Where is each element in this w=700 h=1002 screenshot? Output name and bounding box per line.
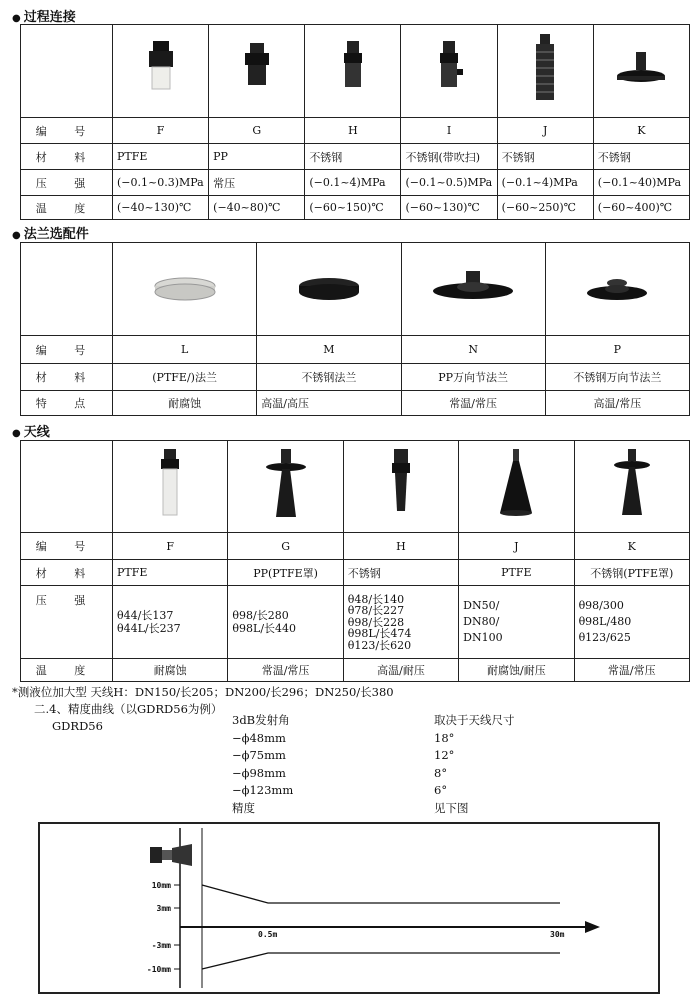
size-item: θ44/长137 bbox=[117, 609, 174, 622]
label-material: 材 料 bbox=[21, 144, 113, 170]
process-material: 不锈钢 bbox=[497, 144, 593, 170]
process-temp: (−40~130)℃ bbox=[113, 196, 209, 220]
beam-label: −ϕ98mm bbox=[232, 765, 286, 780]
process-temp: (−60~150)℃ bbox=[305, 196, 401, 220]
process-code: F bbox=[113, 118, 209, 144]
flange-code: M bbox=[257, 336, 401, 364]
flange-material: 不锈钢法兰 bbox=[257, 364, 401, 391]
process-image-i bbox=[401, 25, 497, 118]
process-image-j bbox=[497, 25, 593, 118]
accuracy-curve-svg bbox=[40, 824, 658, 992]
process-pressure: 常压 bbox=[209, 170, 305, 196]
beam-angle-labels bbox=[232, 712, 293, 817]
size-item: DN80/ bbox=[463, 615, 500, 628]
process-code: H bbox=[305, 118, 401, 144]
y-tick-label: -10mm bbox=[146, 965, 171, 974]
process-pressure: (−0.1~4)MPa bbox=[497, 170, 593, 196]
size-item: θ123/625 bbox=[578, 631, 631, 644]
antenna-image-g bbox=[228, 441, 343, 533]
size-item: θ98/300 bbox=[578, 599, 624, 612]
flange-code: L bbox=[113, 336, 257, 364]
antenna-code: K bbox=[574, 533, 689, 560]
flange-material: 不锈钢万向节法兰 bbox=[545, 364, 689, 391]
x-label-05m: 0.5m bbox=[258, 930, 278, 939]
antenna-image-j bbox=[459, 441, 574, 533]
process-pressure: (−0.1~4)MPa bbox=[305, 170, 401, 196]
model-name: GDRD56 bbox=[52, 719, 103, 733]
label-material: 材 料 bbox=[21, 560, 113, 586]
process-image-k bbox=[593, 25, 689, 118]
flange-feature: 常温/常压 bbox=[401, 391, 545, 416]
antenna-image-h bbox=[343, 441, 458, 533]
flange-material: PP万向节法兰 bbox=[401, 364, 545, 391]
process-code: G bbox=[209, 118, 305, 144]
process-temp: (−40~80)℃ bbox=[209, 196, 305, 220]
section-title-flange: ● 法兰选配件 bbox=[12, 227, 89, 242]
y-tick-label: 3mm bbox=[156, 904, 171, 913]
antenna-temp: 常温/常压 bbox=[574, 659, 689, 682]
size-item: DN100 bbox=[463, 631, 503, 644]
flange-code: N bbox=[401, 336, 545, 364]
process-connection-table bbox=[20, 24, 690, 220]
flange-feature: 高温/高压 bbox=[257, 391, 401, 416]
antenna-temp: 高温/耐压 bbox=[343, 659, 458, 682]
flange-table bbox=[20, 242, 690, 416]
process-temp: (−60~400)℃ bbox=[593, 196, 689, 220]
process-material: PTFE bbox=[113, 144, 209, 170]
size-item: θ98/长228 bbox=[347, 615, 405, 629]
section-title-antenna: ● 天线 bbox=[12, 425, 50, 440]
size-item: θ44L/长237 bbox=[117, 622, 181, 635]
antenna-code: G bbox=[228, 533, 343, 560]
flange-feature: 高温/常压 bbox=[545, 391, 689, 416]
antenna-temp: 耐腐蚀 bbox=[113, 659, 228, 682]
antenna-sizes bbox=[574, 586, 689, 659]
antenna-code: J bbox=[459, 533, 574, 560]
antenna-sizes bbox=[228, 586, 343, 659]
beam-label: −ϕ75mm bbox=[232, 748, 286, 762]
process-code: J bbox=[497, 118, 593, 144]
size-item: θ98L/480 bbox=[578, 615, 632, 628]
size-item: DN50/ bbox=[463, 599, 500, 612]
flange-image-p bbox=[545, 243, 689, 336]
process-material: 不锈钢 bbox=[305, 144, 401, 170]
antenna-temp: 耐腐蚀/耐压 bbox=[459, 659, 574, 682]
antenna-sizes bbox=[343, 586, 458, 659]
antenna-material: PTFE bbox=[459, 560, 574, 586]
beam-value: 见下图 bbox=[434, 800, 469, 815]
section-heading-accuracy: 二.4、精度曲线（以GDRD56为例） bbox=[34, 702, 223, 716]
label-feature: 特 点 bbox=[21, 391, 113, 416]
antenna-image-f bbox=[113, 441, 228, 533]
process-pressure: (−0.1~0.5)MPa bbox=[401, 170, 497, 196]
antenna-code: H bbox=[343, 533, 458, 560]
antenna-material: PTFE bbox=[113, 560, 228, 586]
x-axis-arrow bbox=[585, 921, 600, 933]
antenna-image-k bbox=[574, 441, 689, 533]
antenna-sizes bbox=[459, 586, 574, 659]
beam-label: −ϕ48mm bbox=[232, 730, 286, 745]
antenna-material: 不锈钢 bbox=[343, 560, 458, 586]
beam-value: 8° bbox=[434, 765, 448, 780]
process-code: K bbox=[593, 118, 689, 144]
beam-value: 18° bbox=[434, 730, 455, 745]
beam-label: −ϕ123mm bbox=[232, 783, 294, 797]
blank-cell bbox=[21, 243, 113, 336]
y-tick-label: 10mm bbox=[151, 881, 171, 890]
x-label-30m: 30m bbox=[550, 930, 565, 939]
size-item: θ78/长227 bbox=[347, 604, 405, 618]
process-temp: (−60~130)℃ bbox=[401, 196, 497, 220]
process-pressure: (−0.1~0.3)MPa bbox=[113, 170, 209, 196]
label-code: 编 号 bbox=[21, 118, 113, 144]
process-image-g bbox=[209, 25, 305, 118]
flange-image-m bbox=[257, 243, 401, 336]
section-title-process: ● 过程连接 bbox=[12, 10, 76, 25]
label-code: 编 号 bbox=[21, 533, 113, 560]
process-material: 不锈钢 bbox=[593, 144, 689, 170]
antenna-sizes bbox=[113, 586, 228, 659]
blank-cell bbox=[21, 441, 113, 533]
flange-feature: 耐腐蚀 bbox=[113, 391, 257, 416]
beam-value: 取决于天线尺寸 bbox=[434, 713, 515, 727]
antenna-temp: 常温/常压 bbox=[228, 659, 343, 682]
flange-image-n bbox=[401, 243, 545, 336]
antenna-material: 不锈钢(PTFE罩) bbox=[574, 560, 689, 586]
process-code: I bbox=[401, 118, 497, 144]
size-item: θ98L/长474 bbox=[347, 627, 412, 641]
size-item: θ48/长140 bbox=[347, 592, 405, 606]
label-temperature: 温 度 bbox=[21, 659, 113, 682]
process-image-h bbox=[305, 25, 401, 118]
accuracy-curve-chart bbox=[38, 822, 660, 994]
y-tick-label: -3mm bbox=[151, 941, 171, 950]
beam-label: 精度 bbox=[232, 800, 255, 815]
size-item: θ123/长620 bbox=[347, 638, 412, 652]
process-image-f bbox=[113, 25, 209, 118]
antenna-material: PP(PTFE罩) bbox=[228, 560, 343, 586]
label-temperature: 温 度 bbox=[21, 196, 113, 220]
flange-code: P bbox=[545, 336, 689, 364]
blank-cell bbox=[21, 25, 113, 118]
antenna-table bbox=[20, 440, 690, 682]
label-material: 材 料 bbox=[21, 364, 113, 391]
size-item: θ98L/长440 bbox=[232, 622, 297, 635]
beam-value: 6° bbox=[434, 783, 448, 797]
antenna-note: *测液位加大型 天线H：DN150/长205；DN200/长296；DN250/长380 bbox=[12, 685, 394, 699]
flange-image-l bbox=[113, 243, 257, 336]
size-item: θ98/长280 bbox=[232, 609, 289, 622]
label-pressure: 压 强 bbox=[21, 586, 113, 659]
beam-angle-values bbox=[434, 712, 515, 817]
lower-accuracy-line bbox=[202, 953, 560, 969]
upper-accuracy-line bbox=[202, 885, 560, 903]
process-material: PP bbox=[209, 144, 305, 170]
flange-material: (PTFE/)法兰 bbox=[113, 364, 257, 391]
process-temp: (−60~250)℃ bbox=[497, 196, 593, 220]
label-pressure: 压 强 bbox=[21, 170, 113, 196]
beam-label: 3dB发射角 bbox=[232, 713, 290, 727]
sensor-icon bbox=[150, 844, 192, 866]
label-code: 编 号 bbox=[21, 336, 113, 364]
antenna-code: F bbox=[113, 533, 228, 560]
beam-value: 12° bbox=[434, 748, 455, 762]
process-material: 不锈钢(带吹扫) bbox=[401, 144, 497, 170]
process-pressure: (−0.1~40)MPa bbox=[593, 170, 689, 196]
